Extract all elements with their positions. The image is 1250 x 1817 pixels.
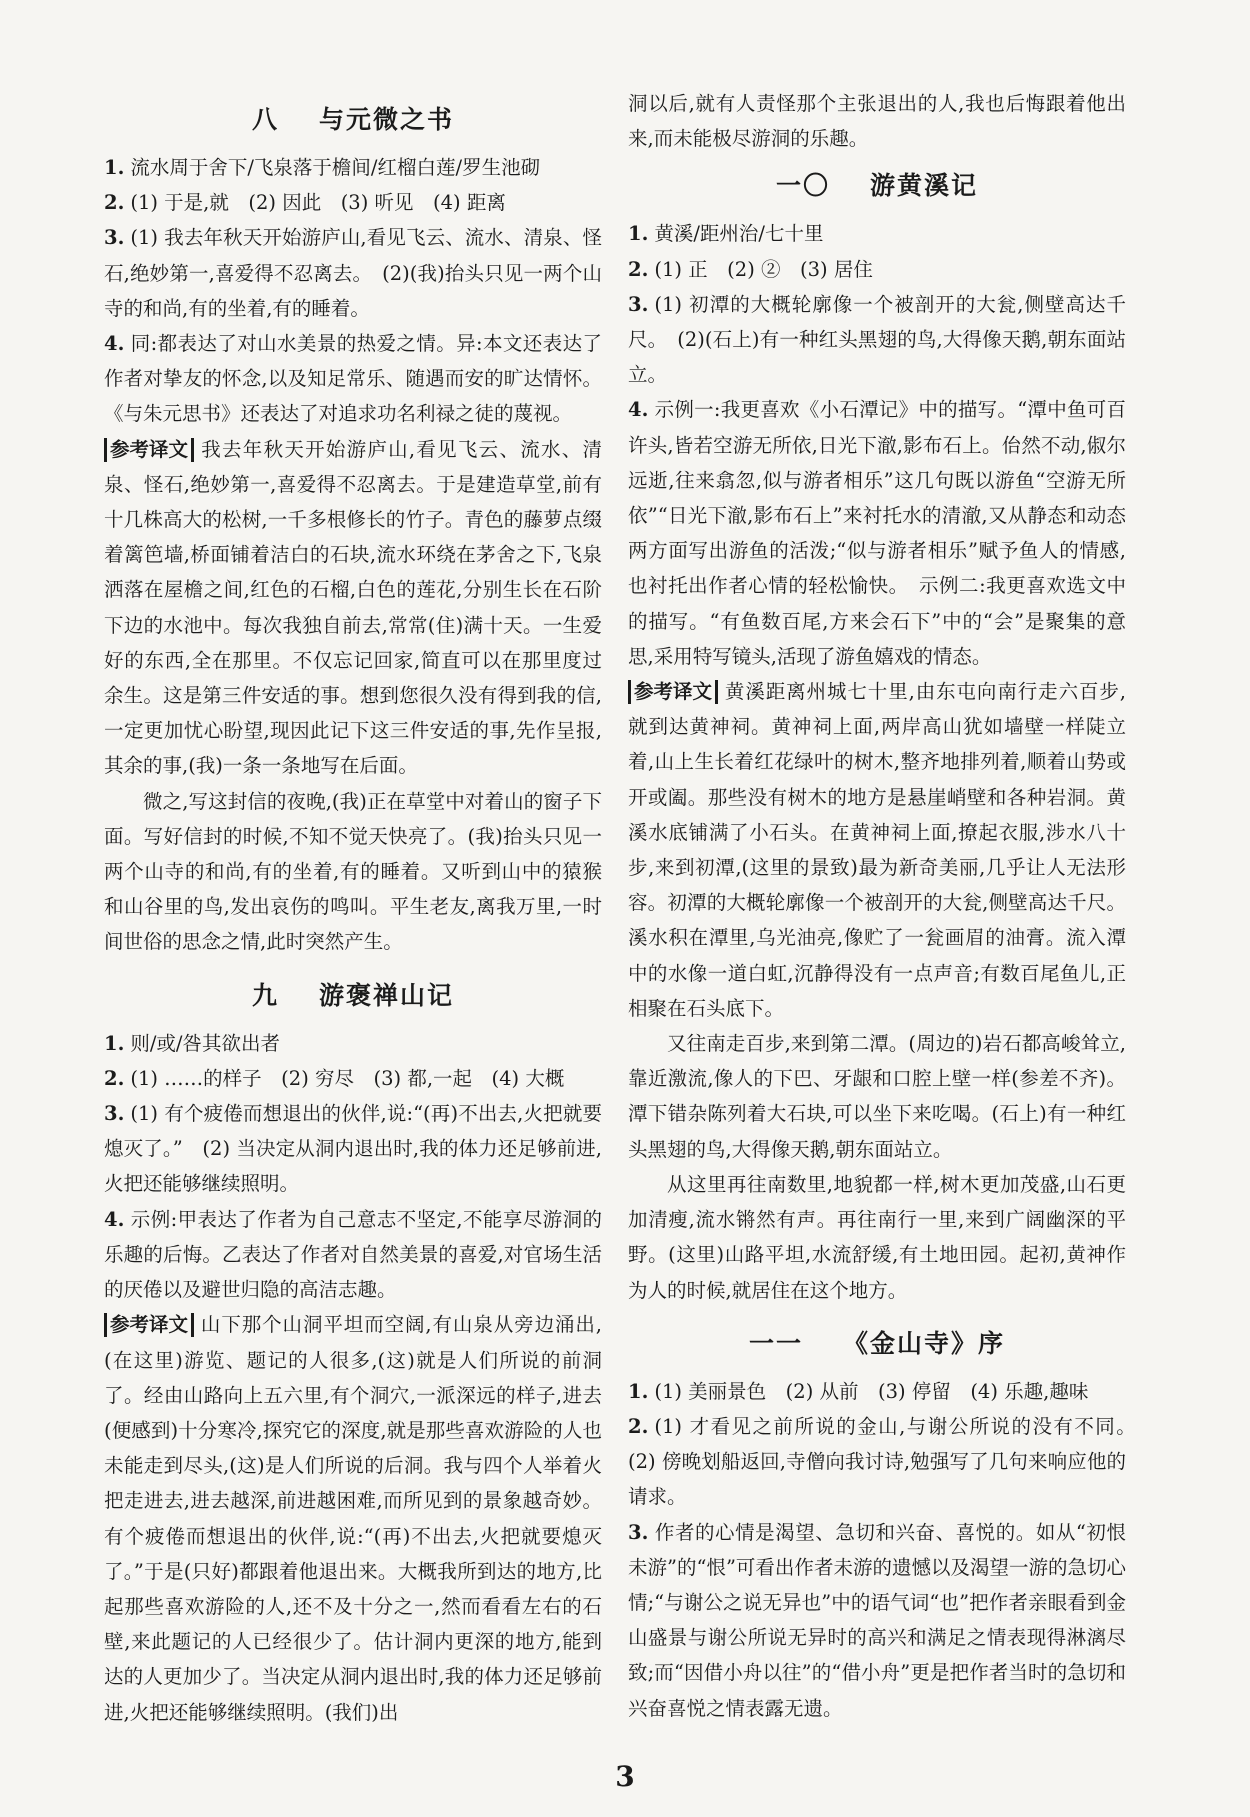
answer-10-3: 3. (1) 初潭的大概轮廓像一个被剖开的大瓮,侧壁高达千尺。 (2)(石上)有一种红头黑翅的鸟,大得像天鹅,朝东面站立。 bbox=[628, 292, 1126, 387]
answer-8-4: 4. 同:都表达了对山水美景的热爱之情。异:本文还表达了作者对挚友的怀念,以及知足常乐、随遇而安的旷达情怀。《与朱元思书》还表达了对追求功名利禄之徒的蔑视。 bbox=[104, 332, 602, 426]
answer-8-1: 1. 流水周于舍下/飞泉落于檐间/红榴白莲/罗生池砌 bbox=[104, 156, 541, 179]
translation-8-para-2: 微之,写这封信的夜晚,(我)正在草堂中对着山的窗子下面。写好信封的时候,不知不觉天快亮了。(我)抬头只见一两个山寺的和尚,有的坐着,有的睡着。又听到山中的猿猴和山谷里的鸟,发出哀伤的鸣叫。平生老友,离我万里,一时间世俗的思念之情,此时突然产生。 bbox=[104, 789, 602, 954]
translation-10-para-2: 又往南走百步,来到第二潭。(周边的)岩石都高峻耸立,靠近激流,像人的下巴、牙龈和口腔上壁一样(参差不齐)。潭下错杂陈列着大石块,可以坐下来吃喝。(石上)有一种红头黑翅的鸟,大得像天鹅,朝东面站立。 bbox=[628, 1032, 1126, 1161]
page-number: 3 bbox=[615, 1760, 635, 1793]
answer-8-2: 2. (1) 于是,就 (2) 因此 (3) 听见 (4) 距离 bbox=[104, 191, 506, 215]
section-9-title: 九 游褒禅山记 bbox=[251, 980, 455, 1010]
translation-tag: 参考译文 bbox=[104, 1313, 194, 1337]
answer-9-1: 1. 则/或/咎其欲出者 bbox=[104, 1031, 280, 1055]
section-8-title: 八 与元微之书 bbox=[251, 105, 455, 134]
translation-8-para-1: 参考译文 我去年秋天开始游庐山,看见飞云、流水、清泉、怪石,绝妙第一,喜爱得不忍离去。于是建造草堂,前有十几株高大的松树,一千多根修长的竹子。青色的藤萝点缀着篱笆墙,桥面铺着洁白的石块,流水环绕在茅舍之下,飞泉洒落在屋檐之间,红色的石榴,白色的莲花,分别生长在石阶下边的水池中。每次我独自前去,常常(住)满十天。一生爱好的东西,全在那里。不仅忘记回家,简直可以在那里度过余生。这是第三件安适的事。想到您很久没有得到我的信,一定更加忧心盼望,现因此记下这三件安适的事,先作呈报,其余的事,(我)一条一条地写在后面。 bbox=[104, 437, 602, 778]
answer-10-1: 1. 黄溪/距州治/七十里 bbox=[628, 222, 824, 246]
translation-tag: 参考译文 bbox=[104, 438, 194, 462]
answer-11-1: 1. (1) 美丽景色 (2) 从前 (3) 停留 (4) 乐趣,趣味 bbox=[628, 1379, 1089, 1403]
right-column bbox=[628, 86, 1146, 1726]
translation-9-para-1: 参考译文 山下那个山洞平坦而空阔,有山泉从旁边涌出,(在这里)游览、题记的人很多,(这)就是人们所说的前洞了。经由山路向上五六里,有个洞穴,一派深远的样子,进去(便感到)十分寒冷,探究它的深度,就是那些喜欢游险的人也未能走到尽头,(这)是人们所说的后洞。我与四个人举着火把走进去,进去越深,前进越困难,而所见到的景象越奇妙。有个疲倦而想退出的伙伴,说:“(再)不出去,火把就要熄灭了。”于是(只好)都跟着他退出来。大概我所到达的地方,比起那些喜欢游险的人,还不及十分之一,然而看看左右的石壁,来此题记的人已经很少了。估计洞内更深的地方,能到达的人更加少了。当决定从洞内退出时,我的体力还足够前进,火把还能够继续照明。(我们)出 bbox=[104, 1313, 602, 1724]
section-10-title: 一〇 游黄溪记 bbox=[775, 171, 979, 201]
answer-11-3: 3. 作者的心情是渴望、急切和兴奋、喜悦的。如从“初恨未游”的“恨”可看出作者未游的遗憾以及渴望一游的急切心情;“与谢公之说无异也”中的语气词“也”把作者亲眼看到金山盛景与谢公所说无异时的高兴和满足之情表现得淋漓尽致;而“因借小舟以往”的“借小舟”更是把作者当时的急切和兴奋喜悦之情表露无遗。 bbox=[628, 1520, 1126, 1720]
answer-10-4: 4. 示例一:我更喜欢《小石潭记》中的描写。“潭中鱼可百许头,皆若空游无所依,日光下澈,影布石上。佁然不动,俶尔远逝,往来翕忽,似与游者相乐”这几句既以游鱼“空游无所依”“日光下澈,影布石上”来衬托水的清澈,又从静态和动态两方面写出游鱼的活泼;“似与游者相乐”赋予鱼人的情感,也衬托出作者心情的轻松愉快。 示例二:我更喜欢选文中的描写。“有鱼数百尾,方来会石下”中的“会”是聚集的意思,采用特写镜头,活现了游鱼嬉戏的情态。 bbox=[628, 398, 1126, 668]
section-11-title: 一一 《金山寺》序 bbox=[748, 1328, 1006, 1358]
answer-9-4: 4. 示例:甲表达了作者为自己意志不坚定,不能享尽游洞的乐趣的后悔。乙表达了作者对自然美景的喜爱,对官场生活的厌倦以及避世归隐的高洁志趣。 bbox=[104, 1207, 602, 1302]
answer-10-2: 2. (1) 正 (2) ② (3) 居住 bbox=[628, 257, 873, 281]
left-column bbox=[104, 84, 602, 1730]
answer-9-2: 2. (1) ……的样子 (2) 穷尽 (3) 都,一起 (4) 大概 bbox=[104, 1066, 565, 1090]
translation-tag: 参考译文 bbox=[628, 680, 718, 704]
answer-9-3: 3. (1) 有个疲倦而想退出的伙伴,说:“(再)不出去,火把就要熄灭了。” (2) 当决定从洞内退出时,我的体力还足够前进,火把还能够继续照明。 bbox=[104, 1102, 602, 1196]
translation-10-para-3: 从这里再往南数里,地貌都一样,树木更加茂盛,山石更加清瘦,流水锵然有声。再往南行一里,来到广阔幽深的平野。(这里)山路平坦,水流舒缓,有土地田园。起初,黄神作为人的时候,就居住在这个地方。 bbox=[628, 1172, 1126, 1302]
translation-9-continued: 洞以后,就有人责怪那个主张退出的人,我也后悔跟着他出来,而未能极尽游洞的乐趣。 bbox=[628, 92, 1126, 151]
answer-11-2: 2. (1) 才看见之前所说的金山,与谢公所说的没有不同。 (2) 傍晚划船返回,寺僧向我讨诗,勉强写了几句来响应他的请求。 bbox=[628, 1414, 1146, 1509]
answer-8-3: 3. (1) 我去年秋天开始游庐山,看见飞云、流水、清泉、怪石,绝妙第一,喜爱得不忍离去。 (2)(我)抬头只见一两个山寺的和尚,有的坐着,有的睡着。 bbox=[104, 226, 602, 320]
translation-10-para-1: 参考译文 黄溪距离州城七十里,由东屯向南行走六百步,就到达黄神祠。黄神祠上面,两岸高山犹如墙壁一样陡立着,山上生长着红花绿叶的树木,整齐地排列着,顺着山势或开或阖。那些没有树木的地方是悬崖峭壁和各种岩洞。黄溪水底铺满了小石头。在黄神祠上面,撩起衣服,涉水八十步,来到初潭,(这里的景致)最为新奇美丽,几乎让人无法形容。初潭的大概轮廓像一个被剖开的大瓮,侧壁高达千尺。溪水积在潭里,乌光油亮,像贮了一瓮画眉的油膏。流入潭中的水像一道白虹,沉静得没有一点声音;有数百尾鱼儿,正相聚在石头底下。 bbox=[628, 680, 1126, 1020]
